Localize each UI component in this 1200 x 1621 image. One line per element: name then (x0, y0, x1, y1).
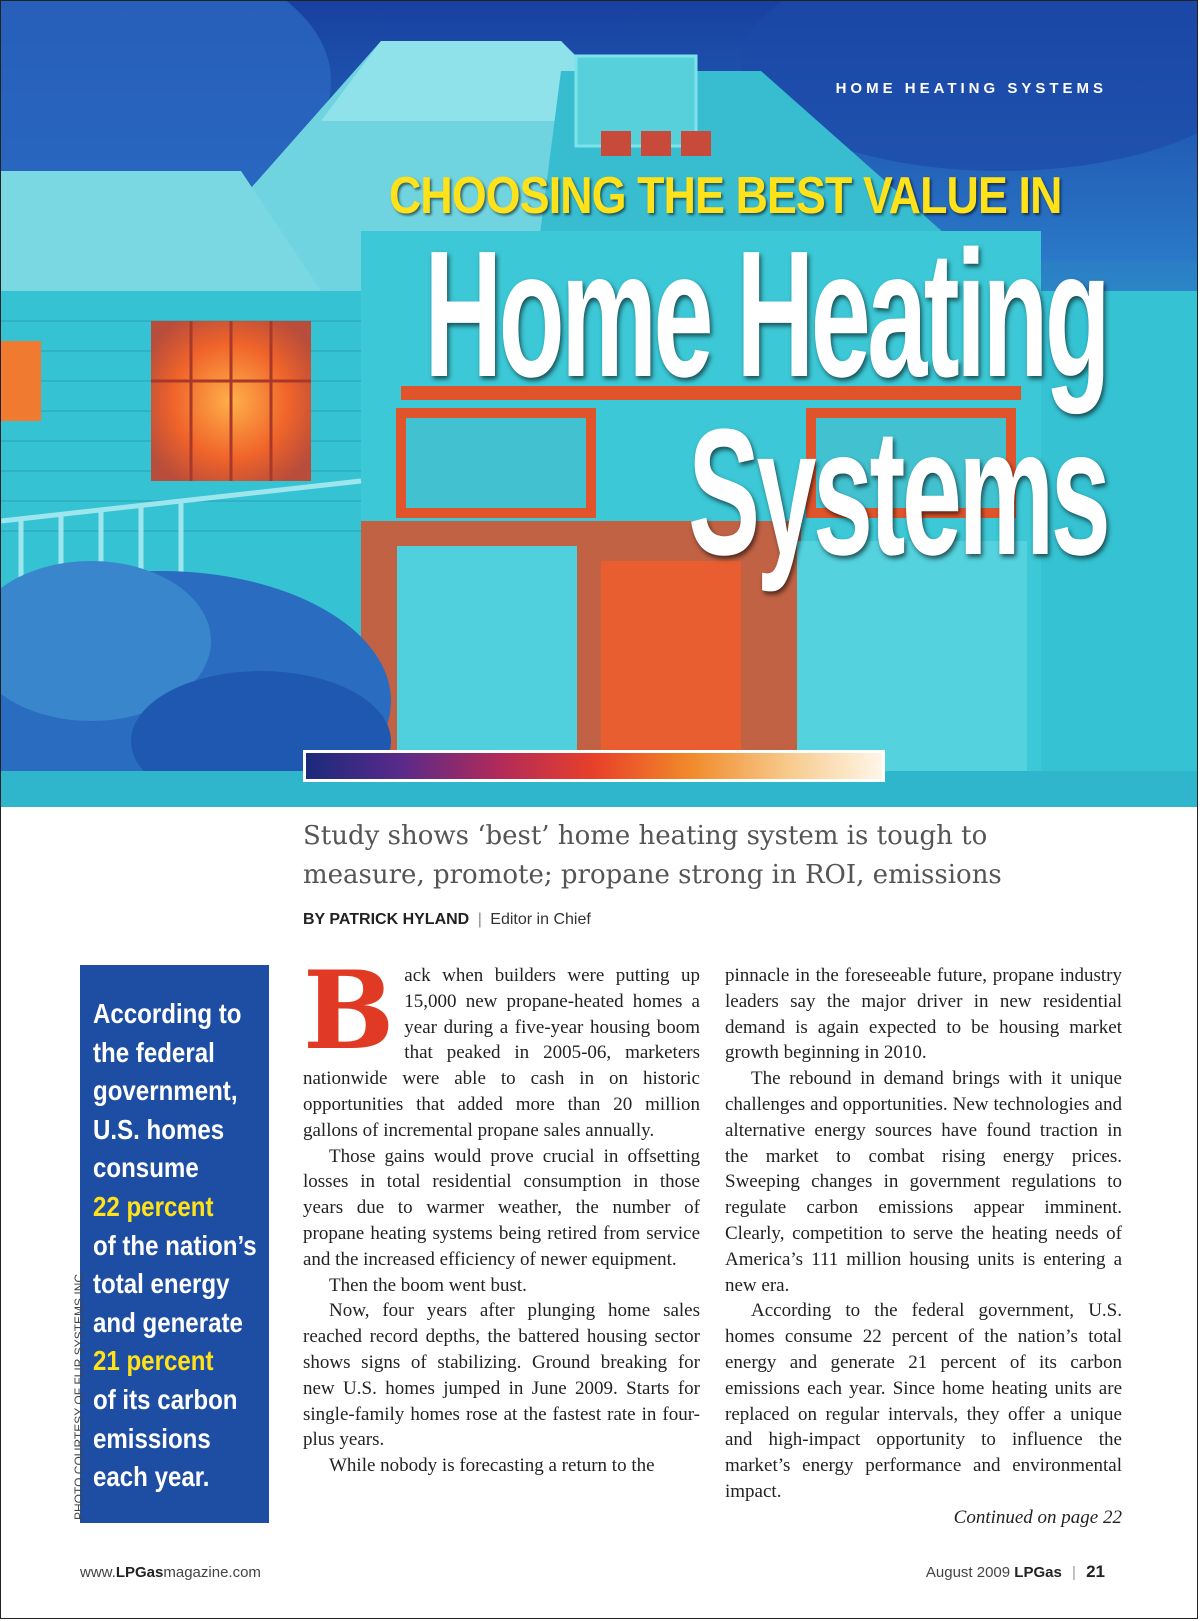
pull-quote-line: of the nation’s (93, 1229, 257, 1261)
pull-quote-line: and generate (93, 1306, 243, 1338)
paragraph: Those gains would prove crucial in offsetting losses in total residential consumption in those years due to warmer weather, the number of propane heating systems being retired from service and the increased efficiency of newer equipment. (303, 1145, 700, 1270)
drop-cap: B (303, 948, 395, 1074)
footer-website[interactable] (80, 1564, 261, 1581)
magazine-brand: LPGas (1014, 1564, 1062, 1581)
paragraph: pinnacle in the foreseeable future, propane industry leaders say the major driver in new residential demand is again expected to be housing market growth beginning in 2010. (725, 965, 1122, 1064)
pull-quote-line: government, (93, 1075, 238, 1107)
pull-quote-line: consume (93, 1152, 199, 1184)
continued-link[interactable]: Continued on page 22 (953, 1506, 1122, 1528)
byline-separator: | (477, 911, 482, 928)
byline (303, 911, 591, 929)
paragraph: The rebound in demand brings with it unique challenges and opportunities. New technologies and alternative energy sources have found traction in the market to combat rising energy prices. Sweeping changes in government regulations to regulate carbon emissions appear imminent. Clearly, competition to serve the heating needs of America’s 111 million housing units is entering a new era. (725, 1068, 1122, 1296)
paragraph-text: ack when builders were putting up 15,000 new propane-heated homes a year during a five-year housing boom that peaked in 2005-06, marketers nationwide were able to cash in on historic opportunities that added more than 20 million gallons of incremental propane sales annually. (303, 965, 700, 1141)
author-name: BY PATRICK HYLAND (303, 911, 470, 928)
body-column-1 (303, 948, 700, 1479)
folio-separator: | (1072, 1564, 1076, 1581)
section-label: HOME HEATING SYSTEMS (835, 80, 1107, 97)
paragraph: While nobody is forecasting a return to the (329, 1455, 655, 1477)
pull-quote-highlight: 22 percent (93, 1190, 214, 1222)
headline-line-1: Home Heating (424, 214, 1107, 415)
issue-date: August 2009 (925, 1564, 1011, 1581)
headline-kicker: CHOOSING THE BEST VALUE IN (389, 167, 1062, 225)
url-brand: LPGas (115, 1564, 164, 1581)
headline (424, 214, 1107, 593)
body-column-2 (725, 963, 1122, 1531)
author-title: Editor in Chief (490, 911, 591, 928)
url-suffix: magazine.com (163, 1564, 261, 1581)
paragraph (303, 948, 700, 1144)
pull-quote-line: total energy (93, 1268, 230, 1300)
paragraph: Then the boom went bust. (329, 1274, 527, 1296)
hero-thermal-image (1, 1, 1198, 807)
pull-quote-line: of its carbon (93, 1383, 238, 1415)
pull-quote (80, 965, 269, 1523)
photo-credit: PHOTO COURTESY OF FLIR SYSTEMS INC. (72, 1270, 86, 1520)
pull-quote-line: emissions (93, 1422, 211, 1454)
pull-quote-line: each year. (93, 1461, 210, 1493)
pull-quote-line: According to (93, 998, 242, 1029)
paragraph: Now, four years after plunging home sales reached record depths, the battered housing sector shows signs of stabilizing. Ground breaking for new U.S. homes jumped in June 2009. Starts for single-family homes rose at the fastest rate in four-plus years. (303, 1300, 700, 1451)
thermal-color-scale (303, 750, 885, 782)
footer-folio (926, 1562, 1105, 1582)
paragraph: According to the federal government, U.S. homes consume 22 percent of the nation’s total energy and generate 21 percent of its carbon emissions each year. Since home heating units are replaced on regular intervals, they offer a unique and high-impact opportunity to influence the market’s energy performance and environmental impact. (725, 1300, 1122, 1502)
pull-quote-line: U.S. homes (93, 1113, 225, 1145)
article-deck: Study shows ‘best’ home heating system is tough to measure, promote; propane strong in ROI, emissions (303, 821, 1002, 890)
pull-quote-highlight: 21 percent (93, 1345, 214, 1377)
pull-quote-line: the federal (93, 1036, 215, 1068)
page-number: 21 (1086, 1562, 1105, 1581)
headline-line-2: Systems (687, 392, 1107, 593)
url-prefix: www. (80, 1564, 116, 1581)
